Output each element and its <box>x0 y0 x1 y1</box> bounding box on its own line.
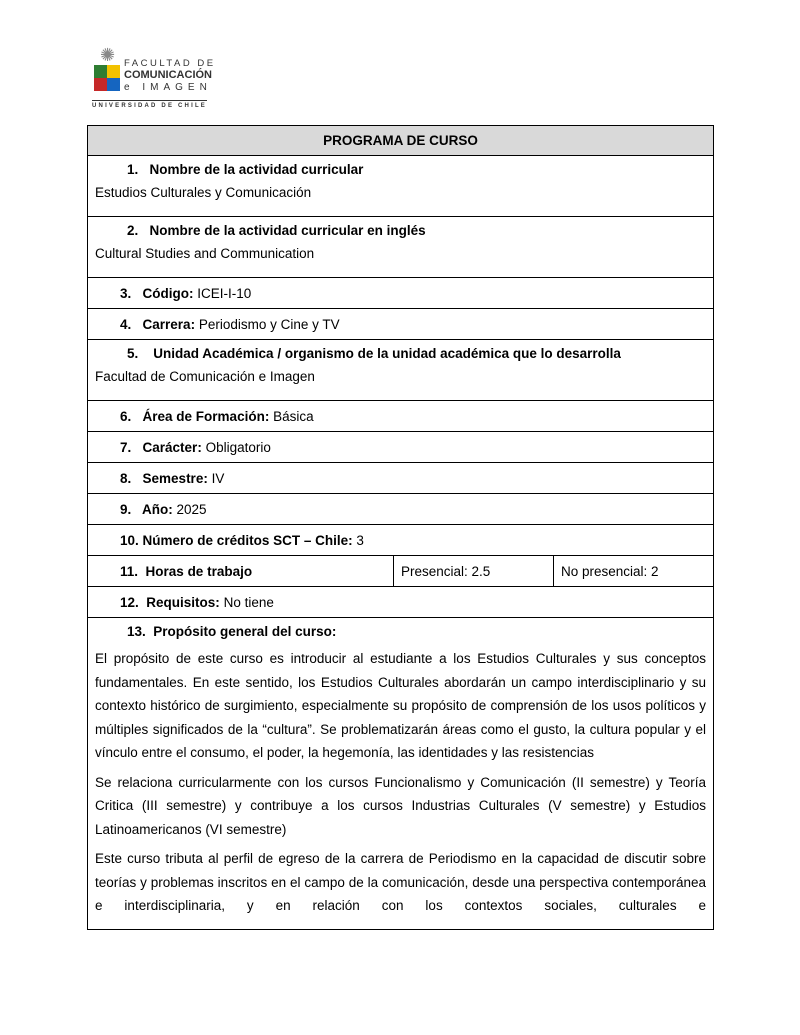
area-row: 6. Área de Formación: Básica <box>88 401 714 432</box>
page-title: PROGRAMA DE CURSO <box>88 126 714 156</box>
sun-emblem-icon: ✺ <box>100 45 116 65</box>
semester-row: 8. Semestre: IV <box>88 463 714 494</box>
faculty-logo: ✺ FACULTAD DE COMUNICACIÓN e IMAGEN UNIVERSIDAD DE CHILE <box>92 45 216 109</box>
code-row: 3. Código: ICEI-I-10 <box>88 278 714 309</box>
purpose-paragraph: El propósito de este curso es introducir al estudiante a los Estudios Culturales y sus conceptos fundamentales. En este sentido, los Estudios Culturales abordarán un campo interdisciplinario y su contexto histórico de surgimiento, especialmente su propósito de comprensión de los usos políticos y múltiples significados de la “cultura”. Se problematizarán áreas como el gusto, la cultura popular y el vínculo entre el consumo, el poder, la hegemonía, las identidades y las resistencias <box>95 651 706 760</box>
year-row: 9. Año: 2025 <box>88 494 714 525</box>
hours-presencial: Presencial: 2.5 <box>394 556 554 587</box>
academic-unit: Facultad de Comunicación e Imagen <box>95 369 315 384</box>
requirements-row: 12. Requisitos: No tiene <box>88 587 714 618</box>
activity-name: Estudios Culturales y Comunicación <box>95 185 312 200</box>
career-row: 4. Carrera: Periodismo y Cine y TV <box>88 309 714 340</box>
course-program-table: PROGRAMA DE CURSO 1. Nombre de la actividad curricular Estudios Culturales y Comunicación 2. Nombre de la actividad curricular en inglés Cultural Studies and Communication 3. Código: ICEI-I-10 4. Carrera: Periodismo y Cine y TV 5. Unidad Académica / organismo de la unidad académica que lo desarrolla Facultad de Comunicación e Imagen 6. Área de Formación: Básica 7. Carácter: Obligatorio 8. Semestre: IV 9. Año: 2025 10. Número de créditos SCT – Chile: 3 11. Horas de trabajo Presencial: 2.5 No presencial: 2 12. Requisitos: No tiene 13. Propósito general del curso: El propósito de este curso es introducir al estudiante a los Estudios Culturales y sus conceptos fundamentales. En este sentido, los Estudios Culturales abordarán un campo interdisciplinario y su contexto histórico de surgimiento, especialmente su propósito de comprensión de los usos políticos y múltiples significados de la “cultura”. Se problematizarán áreas como el gusto, la cultura popular y el vínculo entre el consumo, el poder, la hegemonía, las identidades y las resistencias Se relaciona curricularmente con los cursos Funcionalismo y Comunicación (II semestre) y Teoría Critica (III semestre) y contribuye a los cursos Industrias Culturales (V semestre) y Estudios Latinoamericanos (VI semestre) Este curso tributa al perfil de egreso de la carrera de Periodismo en la capacidad de discutir sobre teorías y problemas inscritos en el campo de la comunicación, desde una perspectiva contemporánea e interdisciplinaria, y en relación con los contextos sociales, culturales e <box>87 125 714 930</box>
purpose-paragraph: Se relaciona curricularmente con los cursos Funcionalismo y Comunicación (II semestre) y Teoría Critica (III semestre) y contribuye a los cursos Industrias Culturales (V semestre) y Estudios Latinoamericanos (VI semestre) <box>95 774 706 837</box>
credits-row: 10. Número de créditos SCT – Chile: 3 <box>88 525 714 556</box>
hours-no-presencial: No presencial: 2 <box>554 556 714 587</box>
hours-row: 11. Horas de trabajo Presencial: 2.5 No presencial: 2 <box>88 556 714 587</box>
shield-icon <box>94 65 120 91</box>
purpose-paragraph: Este curso tributa al perfil de egreso de la carrera de Periodismo en la capacidad de discutir sobre teorías y problemas inscritos en el campo de la comunicación, desde una perspectiva contemporánea e interdisciplinaria, y en relación con los contextos sociales, culturales e <box>95 851 706 913</box>
character-row: 7. Carácter: Obligatorio <box>88 432 714 463</box>
activity-name-en: Cultural Studies and Communication <box>95 246 315 261</box>
